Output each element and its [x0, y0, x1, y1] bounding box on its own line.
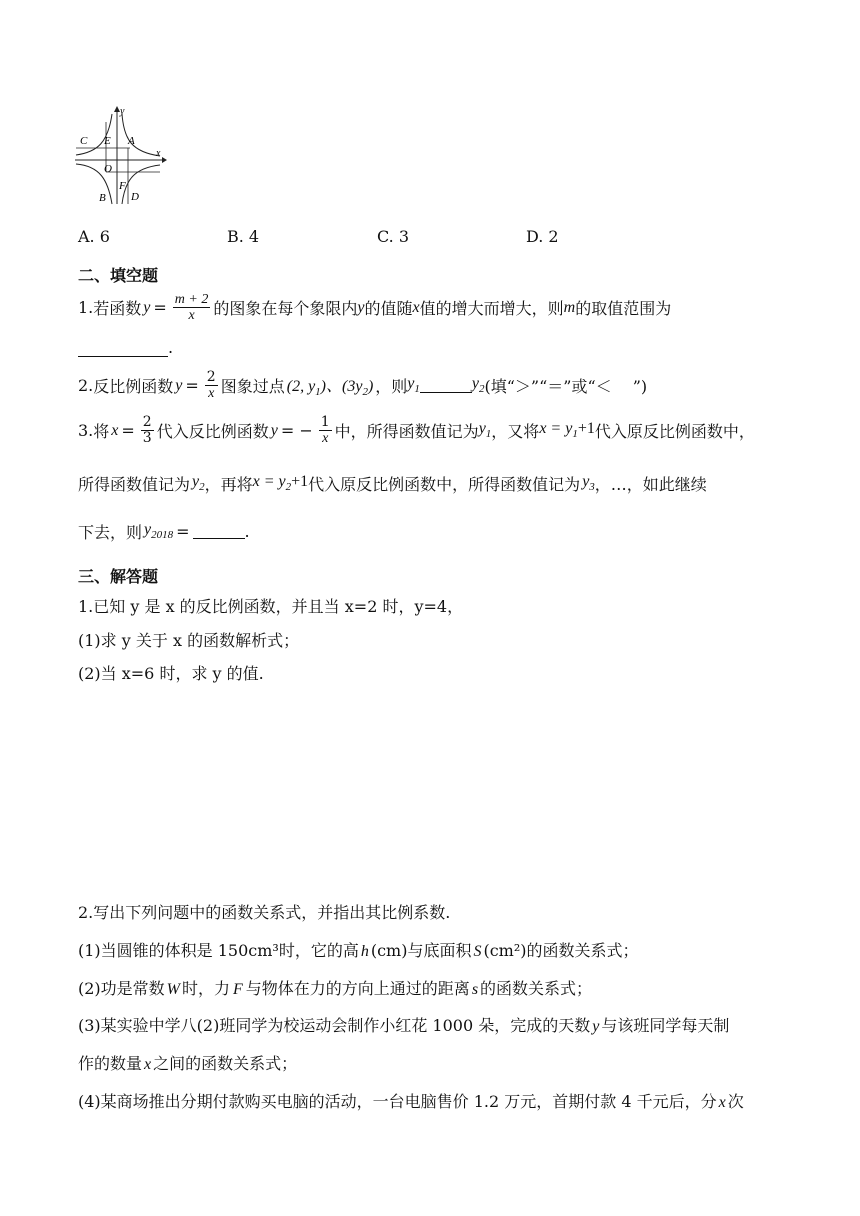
- math-op: =: [121, 421, 135, 440]
- math-expr: [287, 373, 374, 398]
- fill-in-question-3-line-2: [78, 472, 707, 495]
- x-axis-arrow: [162, 157, 167, 163]
- text: ，则: [375, 377, 408, 396]
- point-label-a: A: [128, 135, 135, 147]
- numerator: 2: [206, 369, 216, 385]
- math-expr: [539, 420, 595, 440]
- text: 的取值范围为: [575, 299, 672, 318]
- point-label-c: C: [80, 135, 88, 147]
- math-var: y: [270, 421, 278, 439]
- denominator: x: [208, 386, 215, 401]
- text: 与物体在力的方向上通过的距离: [245, 979, 470, 998]
- text: 反比例函数: [93, 377, 174, 396]
- text: 值的增大而增大，则: [419, 299, 564, 318]
- point-label-d: D: [131, 191, 139, 203]
- numerator: 2: [142, 414, 152, 430]
- math-var: [582, 473, 595, 493]
- text: (3)某实验中学八(2)班同学为校运动会制作小红花 1000 朵，完成的天数: [78, 1016, 591, 1035]
- y3: y: [582, 473, 590, 491]
- expr-tail: +1: [577, 420, 595, 438]
- math-var: [479, 420, 492, 440]
- subscript: 2018: [151, 529, 174, 542]
- fill-in-question-1-answer-line: [78, 338, 173, 357]
- math-var: [407, 375, 420, 395]
- math-var: F: [233, 981, 243, 998]
- math-var: y: [592, 1018, 600, 1035]
- math-var: W: [166, 981, 180, 998]
- solution-question-1-line-3: (2)当 x=6 时，求 y 的值.: [78, 664, 264, 683]
- math-var: y: [175, 376, 183, 394]
- answer-blank[interactable]: [193, 524, 245, 539]
- answer-blank[interactable]: [78, 342, 168, 357]
- y-axis-label: y: [120, 106, 125, 117]
- option-d: D. 2: [526, 227, 559, 246]
- point-label-f: F: [119, 180, 126, 192]
- y2: y: [192, 473, 200, 491]
- point-1: (2, y: [286, 377, 316, 395]
- fill-in-question-3-line-3: [78, 520, 250, 543]
- answer-blank[interactable]: [420, 378, 472, 393]
- math-op: = −: [280, 421, 313, 440]
- math-var: s: [471, 981, 479, 998]
- text: 的图象在每个象限内: [213, 299, 358, 318]
- text: (cm²)的函数关系式；: [483, 941, 639, 960]
- text: 将: [93, 422, 110, 441]
- solution-question-2-line-6: [78, 1089, 744, 1112]
- subscript: 2: [285, 481, 292, 494]
- point-label-e: E: [104, 135, 111, 147]
- point-2: )、(3y: [320, 377, 363, 395]
- math-op: =: [153, 298, 167, 317]
- x-axis-label: x: [156, 148, 161, 159]
- subscript: 1: [485, 428, 492, 441]
- text: 的函数关系式；: [480, 979, 593, 998]
- math-var: S: [473, 943, 482, 960]
- fill-in-question-1: [78, 292, 671, 323]
- solution-question-2-line-2: [78, 938, 639, 961]
- text: 的值随: [364, 299, 413, 318]
- text: .: [244, 522, 250, 541]
- text: 所得函数值记为: [78, 475, 191, 494]
- text: 与该班同学每天制: [601, 1016, 730, 1035]
- expr: x = y: [252, 473, 286, 491]
- hyperbola-figure: [70, 100, 170, 210]
- option-c: C. 3: [377, 227, 410, 246]
- y1: y: [407, 375, 415, 393]
- text: 下去，则: [78, 523, 143, 542]
- text: (4)某商场推出分期付款购买电脑的活动，一台电脑售价 1.2 万元，首期付款 4 千元后，分: [78, 1092, 717, 1111]
- math-var: [144, 521, 173, 541]
- text: 中，所得函数值记为: [334, 422, 479, 441]
- solution-question-1-line-2: (1)求 y 关于 x 的函数解析式；: [78, 631, 300, 650]
- point-label-b: B: [99, 192, 106, 204]
- text: 若函数: [93, 299, 142, 318]
- text: (2)功是常数: [78, 979, 165, 998]
- hint-text: (填“＞”“＝”或“＜ ”): [484, 377, 648, 396]
- fill-in-question-3-line-1: [78, 415, 755, 446]
- solution-question-2-line-1: 2.写出下列问题中的函数关系式，并指出其比例系数.: [78, 903, 451, 922]
- math-op: =: [176, 522, 190, 541]
- denominator: 3: [142, 430, 152, 446]
- option-a: A. 6: [78, 227, 110, 246]
- math-var: y: [357, 298, 365, 316]
- option-b: B. 4: [227, 227, 260, 246]
- expr: x = y: [539, 420, 573, 438]
- math-var: [192, 473, 205, 493]
- fill-in-question-2: [78, 370, 647, 401]
- subscript: 1: [572, 428, 578, 441]
- close-paren: ): [367, 377, 374, 395]
- text: 时，力: [182, 979, 231, 998]
- math-var: m: [563, 298, 576, 316]
- denominator: x: [188, 308, 195, 323]
- math-var: x: [412, 298, 420, 316]
- math-var: y: [143, 298, 151, 316]
- y2018: y: [144, 521, 152, 539]
- math-op: =: [185, 376, 199, 395]
- fraction: [141, 415, 154, 446]
- origin-label: O: [104, 163, 112, 175]
- text: 次: [727, 1092, 744, 1111]
- denominator: x: [322, 431, 329, 446]
- fraction: [173, 292, 211, 323]
- solution-question-1-line-1: 1.已知 y 是 x 的反比例函数，并且当 x=2 时，y=4，: [78, 597, 464, 616]
- math-var: h: [360, 943, 369, 960]
- text: 之间的函数关系式；: [153, 1054, 298, 1073]
- text: (1)当圆锥的体积是 150cm³时，它的高: [78, 941, 359, 960]
- section-solution-heading: 三、解答题: [78, 567, 159, 586]
- subscript: 3: [589, 481, 595, 494]
- math-expr: [253, 473, 309, 493]
- subscript: 2: [479, 383, 485, 396]
- math-var: x: [144, 1056, 152, 1073]
- math-var: x: [718, 1094, 726, 1111]
- fraction: [319, 415, 332, 446]
- numerator: m + 2: [174, 292, 209, 307]
- y2: y: [471, 375, 479, 393]
- text: 代入原反比例函数中，所得函数值记为: [308, 475, 581, 494]
- question-number: 1.: [78, 298, 94, 317]
- math-var: [472, 375, 485, 395]
- subscript: 2: [362, 386, 368, 399]
- expr-tail: +1: [291, 473, 309, 491]
- question-number: 2.: [78, 376, 94, 395]
- text: 图象过点: [220, 377, 285, 396]
- text: ，…，如此继续: [594, 475, 707, 494]
- solution-question-2-line-3: [78, 976, 592, 999]
- numerator: 1: [320, 414, 330, 430]
- subscript: 1: [315, 386, 321, 399]
- solution-question-2-line-5: [78, 1051, 297, 1074]
- text: ，再将: [204, 475, 253, 494]
- question-number: 3.: [78, 421, 94, 440]
- solution-question-2-line-4: [78, 1013, 729, 1036]
- subscript: 2: [199, 481, 205, 494]
- section-fill-in-heading: 二、填空题: [78, 266, 159, 285]
- text: 代入原反比例函数中，: [594, 422, 755, 441]
- text: (cm)与底面积: [370, 941, 472, 960]
- text: ，又将: [491, 422, 540, 441]
- y1: y: [478, 420, 486, 438]
- subscript: 1: [414, 383, 420, 396]
- text: .: [168, 338, 174, 357]
- math-var: x: [111, 421, 119, 439]
- fraction: [205, 370, 218, 401]
- text: 作的数量: [78, 1054, 143, 1073]
- text: 代入反比例函数: [156, 422, 269, 441]
